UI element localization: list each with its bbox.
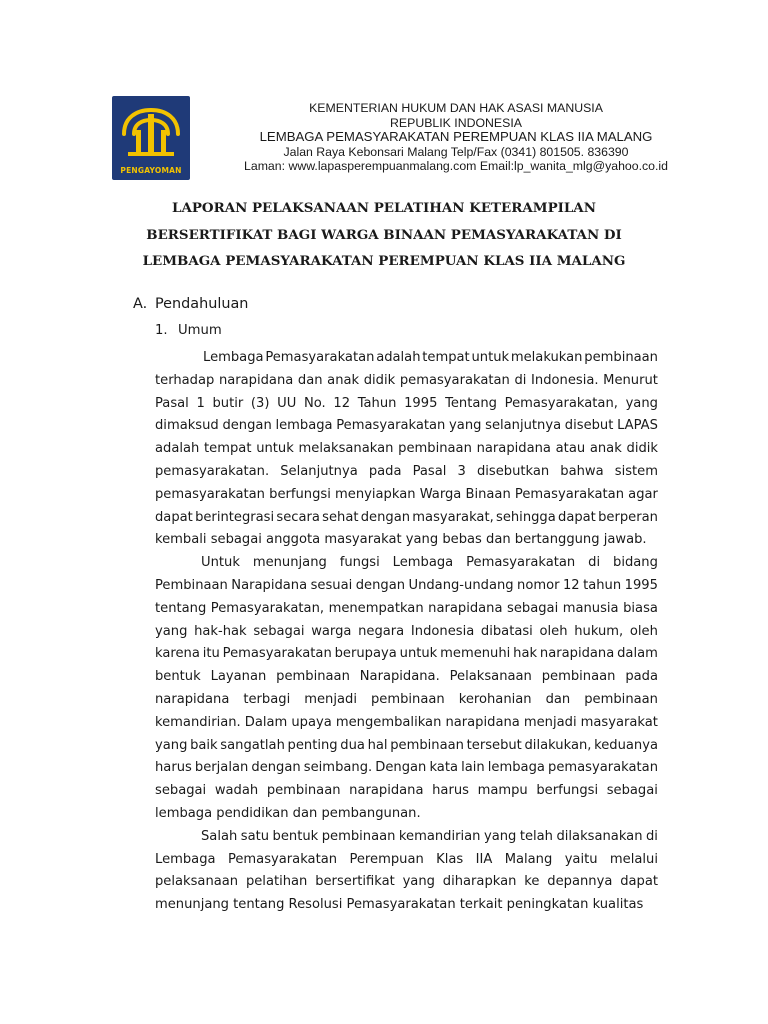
- section-label: Pendahuluan: [155, 296, 249, 312]
- paragraph-line: pemasyarakatan berfungsi menyiapkan Warga Binaan Pemasyarakatan agar: [155, 486, 658, 502]
- paragraph-line: yang hak-hak sebagai warga negara Indonesia dibatasi oleh hukum, oleh: [155, 623, 658, 639]
- paragraph-line: adalah tempat untuk melaksanakan pembinaan narapidana atau anak didik: [155, 441, 658, 457]
- paragraph: [155, 552, 658, 826]
- paragraph-line: pemasyarakatan. Selanjutnya pada Pasal 3 disebutkan bahwa sistem: [155, 463, 658, 479]
- title-line: LEMBAGA PEMASYARAKATAN PEREMPUAN KLAS IIA MALANG: [142, 253, 626, 269]
- paragraph-line: pelaksanaan pelatihan bersertifikat yang diharapkan ke depannya dapat: [155, 874, 658, 890]
- paragraph-line: menunjang tentang Resolusi Pemasyarakatan terkait peningkatan kualitas: [155, 897, 644, 913]
- title-line: LAPORAN PELAKSANAAN PELATIHAN KETERAMPILAN: [172, 200, 596, 216]
- paragraph-line: narapidana terbagi menjadi pembinaan kerohanian dan pembinaan: [155, 691, 658, 707]
- paragraph-line: dapat berintegrasi secara sehat dengan masyarakat, sehingga dapat berperan: [155, 509, 658, 525]
- document-body: [155, 347, 658, 917]
- institution-address: Jalan Raya Kebonsari Malang Telp/Fax (0341) 801505. 836390: [283, 144, 629, 159]
- country-name: REPUBLIK INDONESIA: [390, 115, 522, 130]
- paragraph-line: Pasal 1 butir (3) UU No. 12 Tahun 1995 Tentang Pemasyarakatan, yang: [155, 395, 658, 411]
- institution-contact: Laman: www.lapasperempuanmalang.com Email:lp_wanita_mlg@yahoo.co.id: [244, 159, 668, 173]
- paragraph: [155, 826, 658, 917]
- document-title: [110, 195, 658, 275]
- institution-name: LEMBAGA PEMASYARAKATAN PEREMPUAN KLAS IIA MALANG: [259, 129, 653, 144]
- paragraph-line: kemandirian. Dalam upaya mengembalikan narapidana menjadi masyarakat: [155, 714, 658, 730]
- subsection-label: Umum: [178, 323, 222, 338]
- paragraph-line: dimaksud dengan lembaga Pemasyarakatan yang selanjutnya disebut LAPAS: [155, 418, 658, 434]
- paragraph-line: Untuk menunjang fungsi Lembaga Pemasyarakatan di bidang: [201, 555, 658, 571]
- title-line: BERSERTIFIKAT BAGI WARGA BINAAN PEMASYARAKATAN DI: [146, 226, 622, 243]
- subsection-heading: [155, 323, 222, 338]
- paragraph-line: tentang Pemasyarakatan, menempatkan narapidana sebagai manusia biasa: [155, 600, 658, 616]
- paragraph-line: Lembaga Pemasyarakatan adalah tempat untuk melakukan pembinaan: [203, 350, 658, 365]
- paragraph-line: Salah satu bentuk pembinaan kemandirian yang telah dilaksanakan di: [201, 828, 658, 844]
- paragraph-line: kembali sebagai anggota masyarakat yang bebas dan bertanggung jawab.: [155, 532, 647, 548]
- paragraph-line: Lembaga Pemasyarakatan Perempuan Klas IIA Malang yaitu melalui: [155, 851, 658, 867]
- paragraph-line: sebagai wadah pembinaan narapidana harus mampu berfungsi sebagai: [155, 783, 658, 799]
- ministry-name: KEMENTERIAN HUKUM DAN HAK ASASI MANUSIA: [309, 101, 603, 115]
- subsection-number: 1.: [155, 323, 168, 338]
- paragraph-line: harus berjalan dengan seimbang. Dengan kata lain lembaga pemasyarakatan: [155, 760, 658, 776]
- paragraph-line: karena itu Pemasyarakatan berupaya untuk memenuhi hak narapidana dalam: [155, 646, 658, 662]
- pengayoman-emblem-icon: [112, 96, 190, 168]
- paragraph-line: terhadap narapidana dan anak didik pemasyarakatan di Indonesia. Menurut: [155, 372, 658, 388]
- section-heading: [133, 296, 248, 312]
- paragraph: [155, 347, 658, 552]
- section-number: A.: [133, 296, 148, 312]
- logo-text: PENGAYOMAN: [120, 166, 182, 175]
- paragraph-line: Pembinaan Narapidana sesuai dengan Undang-undang nomor 12 tahun 1995: [155, 577, 658, 593]
- letterhead: [196, 101, 716, 174]
- paragraph-line: yang baik sangatlah penting dua hal pembinaan tersebut dilakukan, keduanya: [155, 737, 658, 753]
- paragraph-line: lembaga pendidikan dan pembangunan.: [155, 805, 421, 821]
- paragraph-line: bentuk Layanan pembinaan Narapidana. Pelaksanaan pembinaan pada: [155, 669, 658, 685]
- pengayoman-logo: [112, 96, 190, 180]
